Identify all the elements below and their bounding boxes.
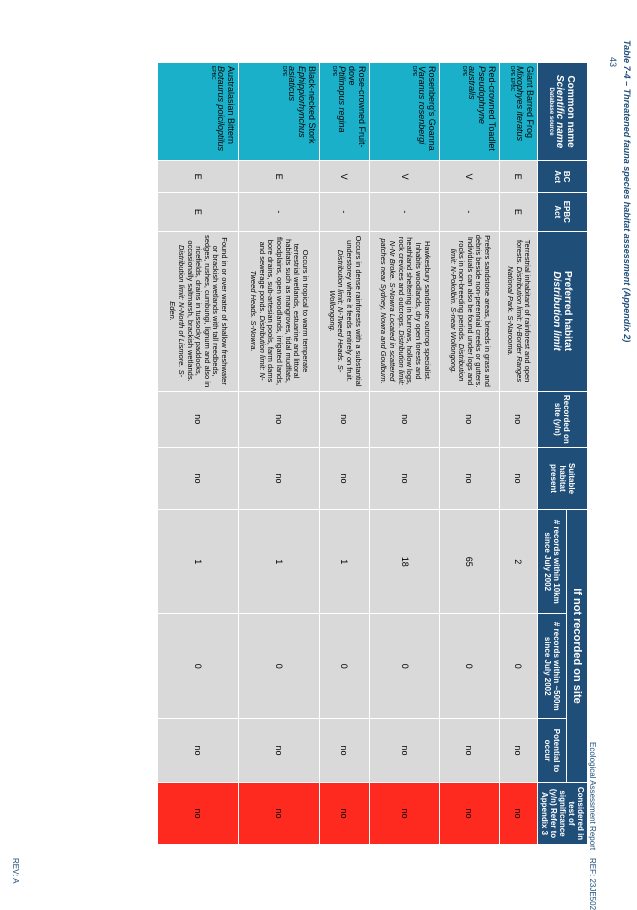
habitat-text: Hawkesbury sandstone outcrop specialist. Inhabits woodlands, dry open forests and heathland sheltering in burrows, hollow logs, rock crevices and outcrops. xyxy=(396,236,432,385)
habitat-cell xyxy=(158,231,239,391)
database-source: DPE xyxy=(411,66,418,77)
records-10km: 1 xyxy=(238,509,319,614)
habitat-text: Prefers sandstone areas, breeds in grass and debris beside non-perennial creeks or gutters. Individuals can also be found under logs and rocks in non-breeding periods. xyxy=(457,234,493,388)
suitable-habitat: no xyxy=(370,448,440,510)
header-common-name: Common name xyxy=(565,75,577,148)
database-source: EPBC xyxy=(209,66,216,80)
habitat-text: Found in or over water of shallow freshwater or brackish wetlands with tall reedbeds, sedges, rushes, cumbungi, lignum and also in ricefields, drains in tussocky paddocks, occasionally saltmarsh, brackish wetlands. xyxy=(185,234,230,388)
table-row xyxy=(158,63,239,845)
bc-act-status: E xyxy=(499,161,537,193)
table-row xyxy=(370,63,440,845)
distribution-limit-text: Distribution limit: N-North of Lismore. S- Eden. xyxy=(168,244,186,378)
habitat-cell xyxy=(499,231,537,391)
records-10km: 1 xyxy=(319,509,370,614)
page-number: 43 xyxy=(608,57,618,68)
database-source: DPE xyxy=(280,66,287,77)
scientific-name: Ephippiorhynchus asiaticus xyxy=(286,66,307,138)
species-name-cell xyxy=(499,63,537,161)
header-bc-act: BC Act xyxy=(538,161,588,193)
footer-report-name: Ecological Assessment Report xyxy=(588,742,597,851)
header-epbc-act: EPBC Act xyxy=(538,193,588,231)
common-name: Giant Barred Frog xyxy=(525,66,535,139)
header-scientific-name: Scientific name xyxy=(554,74,566,149)
potential-to-occur: no xyxy=(499,719,537,783)
habitat-text: Terrestrial inhabitant of rainforest and open forests. xyxy=(514,239,533,383)
epbc-act-status: - xyxy=(440,193,499,231)
footer-reference: REF: 23JE502 xyxy=(588,858,597,910)
suitable-habitat: no xyxy=(158,448,239,510)
records-500m: 0 xyxy=(158,614,239,719)
epbc-act-status: - xyxy=(319,193,370,231)
header-name xyxy=(538,63,588,161)
distribution-limit-text: Distribution limit: N-Pokolbin. S-near Wollongong. xyxy=(448,248,467,382)
bc-act-status: E xyxy=(158,161,239,193)
recorded-on-site: no xyxy=(319,391,370,448)
header-group-not-recorded: If not recorded on site xyxy=(566,509,587,782)
potential-to-occur: no xyxy=(319,719,370,783)
common-name: Rosenberg's Goanna xyxy=(427,66,438,151)
distribution-limit-text: Distribution limit: N-Nr Broke. S-Nowra Located in scattered patches near Sydney, Nowra and Goulburn. xyxy=(379,238,406,386)
header-database-source: Database source xyxy=(548,87,555,136)
epbc-act-status: E xyxy=(158,193,239,231)
records-10km: 65 xyxy=(440,509,499,614)
habitat-text: Occurs in dense rainforests with a substantial understorey where it feeds entirely on fruit. xyxy=(345,235,363,387)
bc-act-status: V xyxy=(319,161,370,193)
common-name: Red-crowned Toadlet xyxy=(486,66,497,151)
common-name: Australasian Bittern xyxy=(225,66,236,145)
potential-to-occur: no xyxy=(238,719,319,783)
species-name-cell xyxy=(440,63,499,161)
habitat-cell xyxy=(319,231,370,391)
header-suitable-habitat: Suitable habitat present xyxy=(538,448,588,510)
database-source: DPE xyxy=(460,66,467,77)
epbc-act-status: - xyxy=(370,193,440,231)
species-name-cell xyxy=(370,63,440,161)
significance-test: no xyxy=(158,783,239,845)
database-source: DPE EPBC xyxy=(509,66,515,92)
potential-to-occur: no xyxy=(440,719,499,783)
footer-revision: REV: A xyxy=(11,858,20,884)
scientific-name: Botaurus poiciloptilus xyxy=(215,66,226,152)
records-500m: 0 xyxy=(238,614,319,719)
records-500m: 0 xyxy=(319,614,370,719)
records-500m: 0 xyxy=(499,614,537,719)
recorded-on-site: no xyxy=(370,391,440,448)
header-recorded: Recorded on site (y/n) xyxy=(538,391,588,448)
records-500m: 0 xyxy=(440,614,499,719)
scientific-name: Ptilinopus regina xyxy=(337,66,348,133)
habitat-text: Occurs in tropical to warm temperate terrestrial wetlands, estuarine and littoral habitats such as mangroves, tidal mudflats, floodplains, open woodlands, irrigated lands, bore drains, sub-artesian pools, farm dams and sewerage ponds. xyxy=(257,237,310,386)
species-name-cell xyxy=(238,63,319,161)
threatened-fauna-table-wrap xyxy=(167,62,588,845)
distribution-limit-text: Distribution limit: N-Tweed Heads. S-Wollongong. xyxy=(327,249,346,373)
significance-test: no xyxy=(499,783,537,845)
habitat-cell xyxy=(440,231,499,391)
table-row xyxy=(499,63,537,845)
table-row xyxy=(319,63,370,845)
recorded-on-site: no xyxy=(440,391,499,448)
significance-test: no xyxy=(238,783,319,845)
table-row xyxy=(238,63,319,845)
header-potential: Potential to occur xyxy=(538,719,567,783)
bc-act-status: E xyxy=(238,161,319,193)
records-10km: 2 xyxy=(499,509,537,614)
suitable-habitat: no xyxy=(238,448,319,510)
recorded-on-site: no xyxy=(158,391,239,448)
records-10km: 1 xyxy=(158,509,239,614)
epbc-act-status: - xyxy=(238,193,319,231)
header-records-500m: # records within ~500m since July 2002 xyxy=(538,614,567,719)
common-name: Black-necked Stork xyxy=(306,66,317,144)
page-title: Table 7-4 – Threatened fauna species habitat assessment (Appendix 2) xyxy=(622,40,632,343)
bc-act-status: V xyxy=(370,161,440,193)
recorded-on-site: no xyxy=(499,391,537,448)
potential-to-occur: no xyxy=(370,719,440,783)
scientific-name: Varanus rosenbergi xyxy=(417,66,428,145)
threatened-fauna-table xyxy=(157,62,588,845)
habitat-cell xyxy=(370,231,440,391)
header-records-10km: # records within 10km since July 2002 xyxy=(538,509,567,614)
distribution-limit-text: Distribution limit: N-Border Ranges National Park. S-Narooma. xyxy=(506,266,524,383)
header-preferred-habitat: Preferred habitat xyxy=(562,271,574,352)
significance-test: no xyxy=(319,783,370,845)
records-10km: 18 xyxy=(370,509,440,614)
species-name-cell xyxy=(158,63,239,161)
potential-to-occur: no xyxy=(158,719,239,783)
distribution-limit-text: Distribution limit: N-Tweed Heads. S-Nowra. xyxy=(249,270,267,381)
habitat-cell xyxy=(238,231,319,391)
significance-test: no xyxy=(370,783,440,845)
suitable-habitat: no xyxy=(499,448,537,510)
common-name: Rose-crowned Fruit-dove xyxy=(347,66,368,148)
species-name-cell xyxy=(319,63,370,161)
header-distribution-limit: Distribution limit xyxy=(551,271,563,351)
header-row-top xyxy=(566,63,587,845)
header-habitat xyxy=(538,231,588,391)
suitable-habitat: no xyxy=(319,448,370,510)
bc-act-status: V xyxy=(440,161,499,193)
scientific-name: Mixophyes iteratus xyxy=(515,66,525,142)
table-row xyxy=(440,63,499,845)
recorded-on-site: no xyxy=(238,391,319,448)
epbc-act-status: E xyxy=(499,193,537,231)
scientific-name: Pseudophryne australis xyxy=(466,66,487,125)
suitable-habitat: no xyxy=(440,448,499,510)
header-significance: Considered in test of significance (y/n) Refer to Appendix 3 xyxy=(538,783,588,845)
significance-test: no xyxy=(440,783,499,845)
database-source: DPE xyxy=(331,66,338,77)
records-500m: 0 xyxy=(370,614,440,719)
